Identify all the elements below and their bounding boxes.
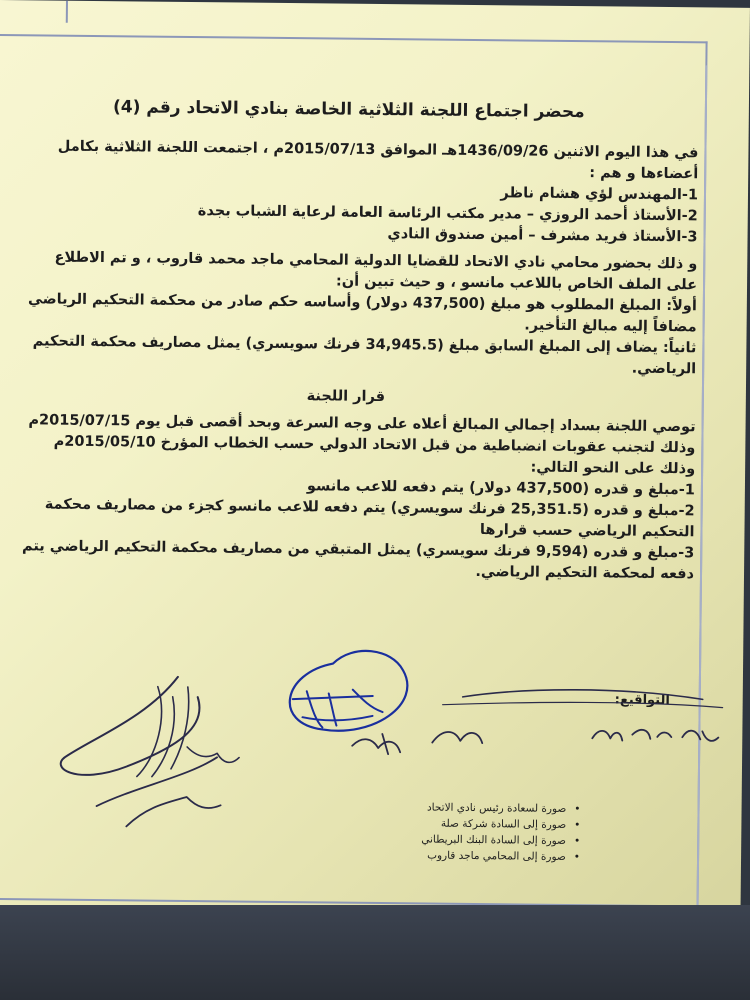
body-line: مضافاً إليه مبالغ التأخير. (524, 317, 697, 336)
decision-line: وذلك على النحو التالي: (530, 459, 696, 478)
signatures-label: التواقيع: (614, 692, 670, 709)
decision-line: التحكيم الرياضي حسب قرارها (479, 522, 695, 541)
margin-guide-top (0, 34, 708, 43)
body-line: الرياضي. (631, 360, 697, 378)
copy-recipient: • صورة إلى السادة شركة صلة (421, 815, 580, 833)
member-item: 1-المهندس لؤي هشام ناظر (500, 185, 699, 204)
margin-guide-inner (697, 65, 708, 907)
body-line: أولاً: المبلغ المطلوب هو مبلغ (437,500 دولار) وأساسه حكم صادر من محكمة التحكيم الرياضي (27, 291, 697, 315)
signature-fareed (36, 655, 298, 858)
decision-line: 2-مبلغ و قدره (25,351.5 فرنك سويسري) يتم دفعه للاعب مانسو كجزء من مصاريف محكمة (44, 496, 695, 520)
decision-line: دفعه لمحكمة التحكيم الرياضي. (475, 564, 695, 583)
document-title: محضر اجتماع اللجنة الثلاثية الخاصة بنادي الاتحاد رقم (4) (112, 97, 585, 123)
decision-heading: قرار اللجنة (306, 388, 386, 406)
body-line: على الملف الخاص باللاعب مانسو ، و حيث تبين أن: (335, 273, 698, 294)
copy-recipient: • صورة لسعادة رئيس نادي الاتحاد (421, 799, 580, 817)
member-item: 2-الأستاذ أحمد الروزي – مدير مكتب الرئاسة العامة لرعاية الشباب بجدة (197, 203, 698, 225)
decision-line: توصي اللجنة بسداد إجمالي المبالغ أعلاه على وجه السرعة وبحد أقصى قبل يوم 2015/07/15م (28, 412, 696, 436)
body-line: ثانياً: يضاف إلى المبلغ السابق مبلغ (34,945.5 فرنك سويسري) يمثل مصاريف محكمة التحكيم (32, 333, 697, 357)
decision-line: 3-مبلغ و قدره (9,594 فرنك سويسري) يمثل المتبقي من مصاريف محكمة التحكيم الرياضي يتم (21, 538, 695, 562)
body-line: و ذلك بحضور محامي نادي الاتحاد للقضايا الدولية المحامي ماجد محمد قاروب ، و تم الاطلاع (54, 249, 698, 273)
margin-guide-left-mark (66, 1, 68, 23)
copy-recipient: • صورة إلى السادة البنك البريطاني (421, 831, 580, 849)
member-item: 3-الأستاذ فريد مشرف – أمين صندوق النادي (387, 226, 698, 246)
copies-list (421, 799, 581, 865)
copy-recipient: • صورة إلى المحامي ماجد قاروب (421, 847, 580, 865)
intro-line: في هذا اليوم الاثنين 1436/09/26هـ الموافق 2015/07/13م ، اجتمعت اللجنة الثلاثية بكامل (57, 138, 699, 162)
decision-line: وذلك لتجنب عقوبات انضباطية من قبل الاتحاد الدولي حسب الخطاب المؤرخ 2015/05/10م (53, 433, 696, 457)
intro-line: أعضاءها و هم : (589, 165, 699, 183)
signature-loay (402, 674, 733, 757)
decision-line: 1-مبلغ و قدره (437,500 دولار) يتم دفعه للاعب مانسو (306, 478, 695, 499)
monitor-bezel (0, 905, 750, 1000)
document-body (0, 96, 699, 585)
